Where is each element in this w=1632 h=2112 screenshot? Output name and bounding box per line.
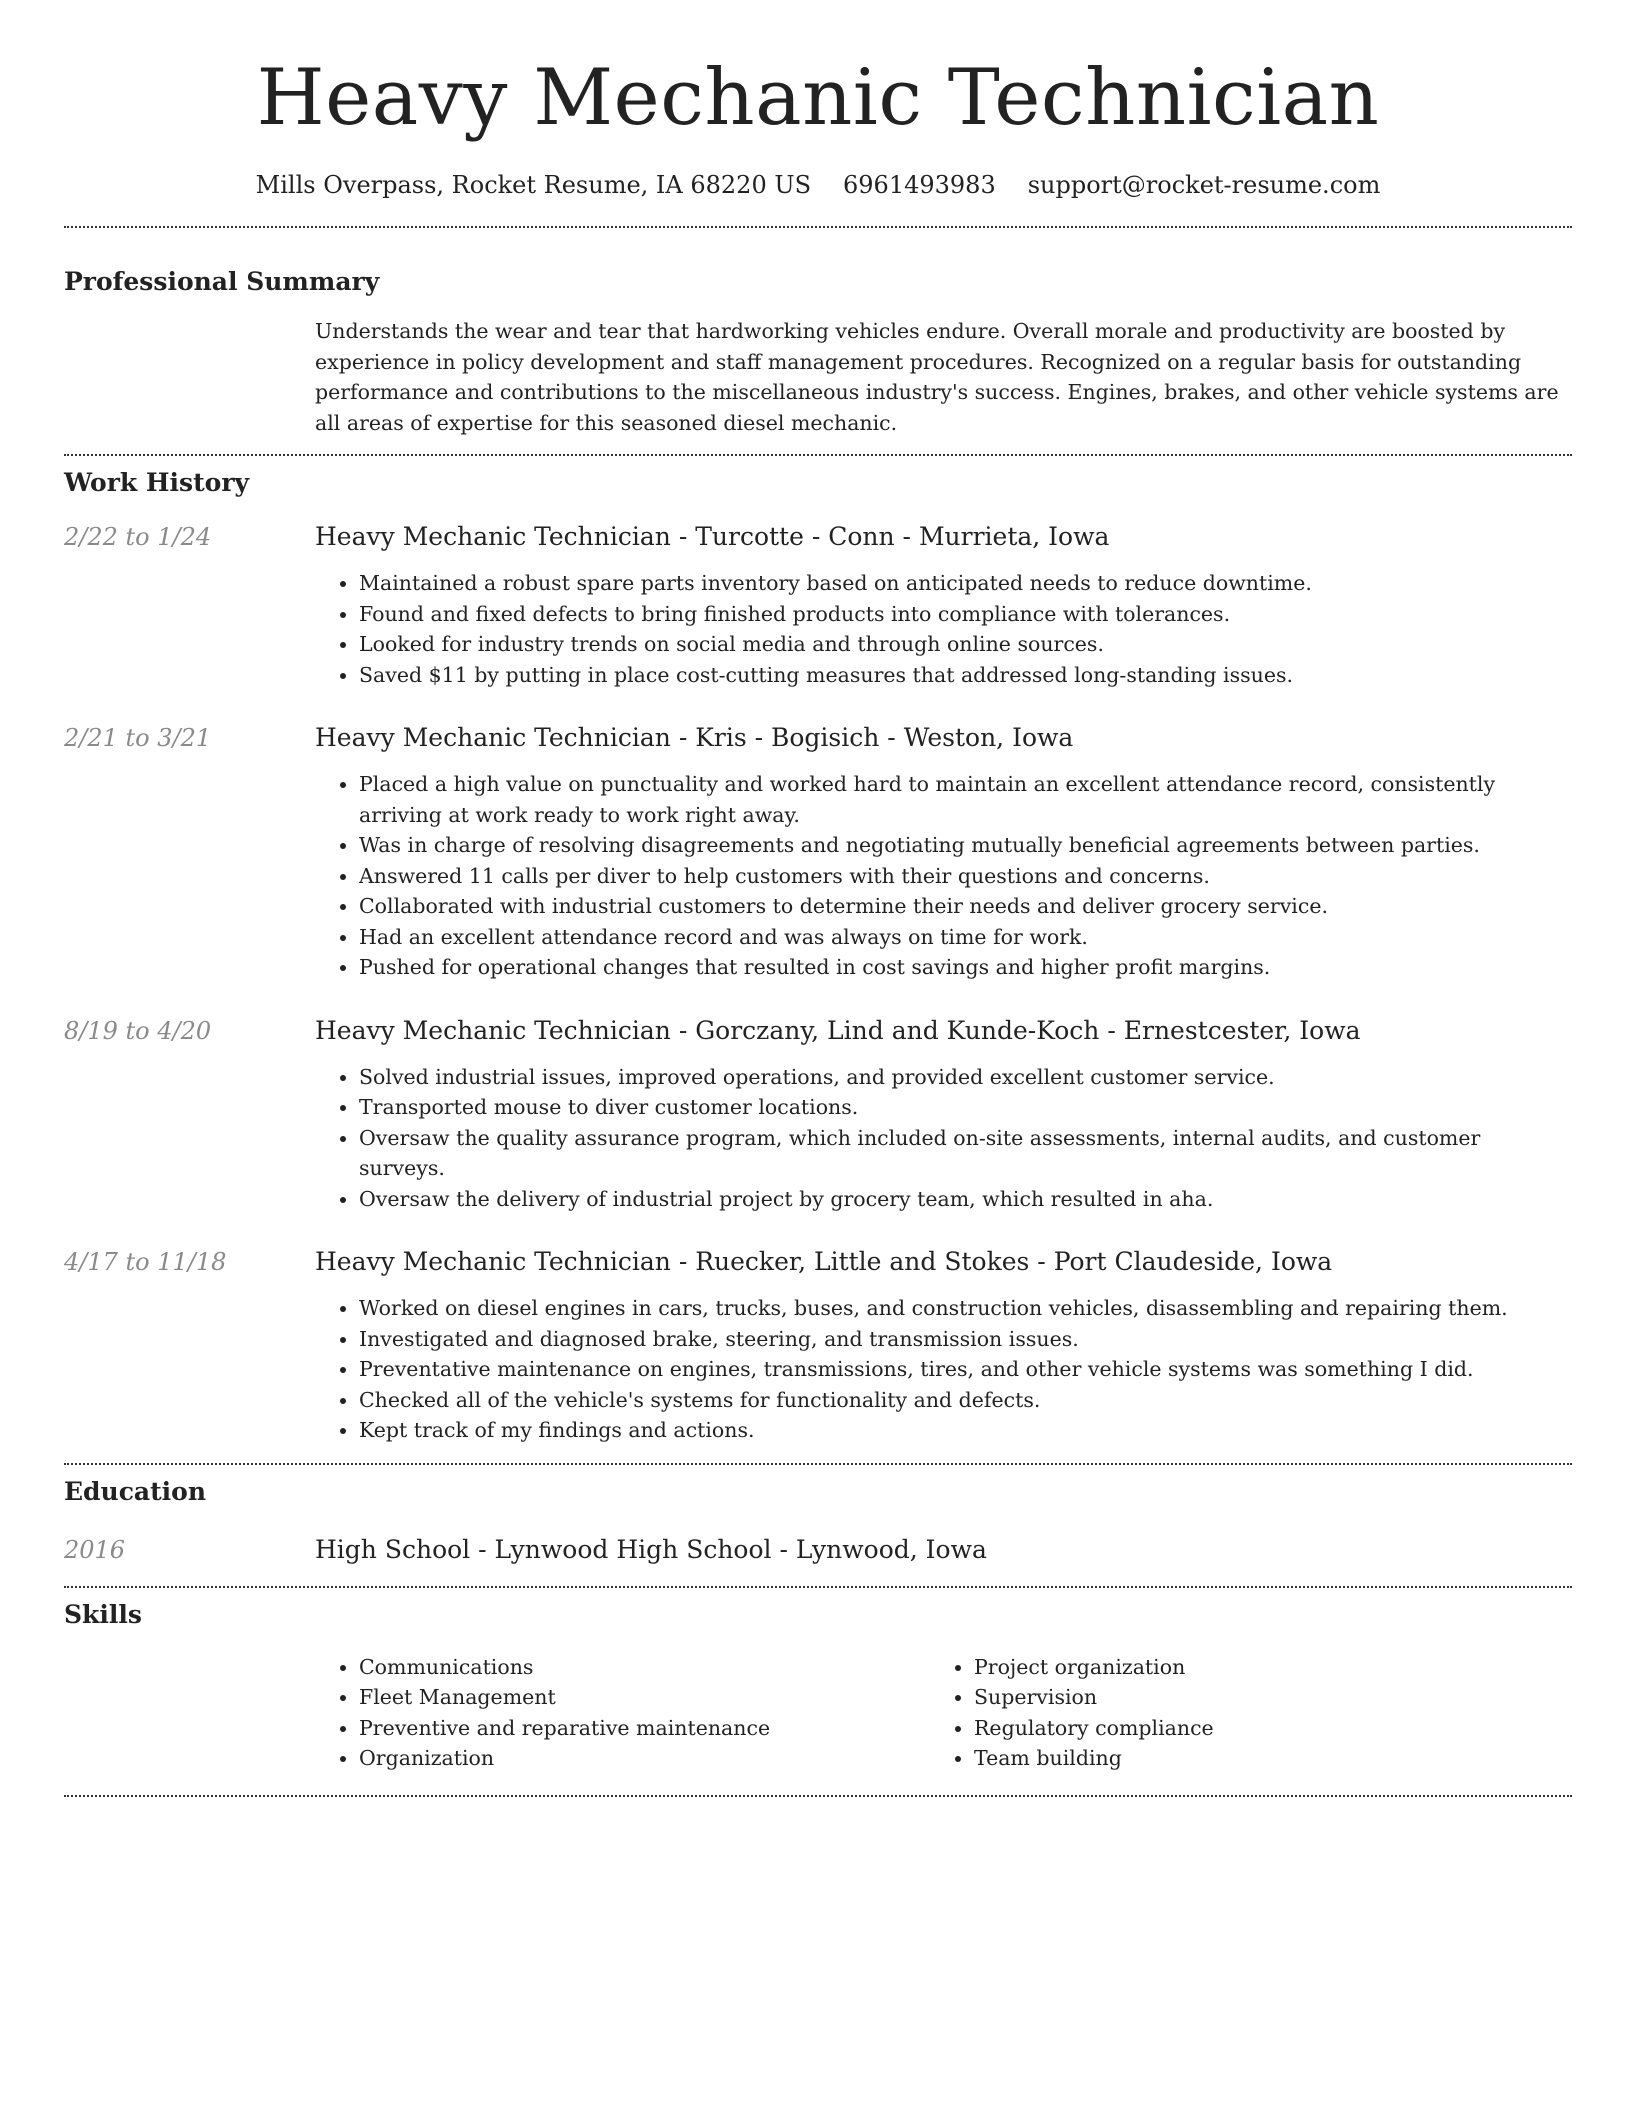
work-history-section-title: Work History [64,468,250,497]
education-heading: High School - Lynwood High School - Lynwood, Iowa [315,1534,987,1564]
job-dates: 4/17 to 11/18 [64,1248,227,1276]
job-bullets [315,1062,1572,1215]
skills-column-right [930,1652,1545,1774]
skill-item: • Communications [359,1652,930,1683]
job-dates: 2/22 to 1/24 [64,523,212,551]
skill-item: • Regulatory compliance [974,1713,1545,1744]
job-heading: Heavy Mechanic Technician - Ruecker, Little and Stokes - Port Claudeside, Iowa [315,1247,1333,1276]
contact-email[interactable]: support@rocket-resume.com [1027,171,1381,199]
job-bullets [315,568,1572,690]
job-heading: Heavy Mechanic Technician - Gorczany, Lind and Kunde-Koch - Ernestcester, Iowa [315,1015,1361,1045]
contact-address: Mills Overpass, Rocket Resume, IA 68220 US [255,171,812,199]
list-item: • Answered 11 calls per diver to help customers with their questions and concerns. [359,861,1572,892]
skill-item: • Organization [359,1743,930,1774]
list-item: • Transported mouse to diver customer locations. [359,1092,1572,1123]
job-bullets [315,1293,1572,1446]
education-year: 2016 [64,1535,126,1564]
job-entry [64,1245,1572,1446]
education-entry [64,1533,1572,1567]
job-bullets [315,769,1572,983]
skills-column-left [315,1652,930,1774]
list-item: • Kept track of my findings and actions. [359,1415,1572,1446]
list-item: • Collaborated with industrial customers to determine their needs and deliver grocery service. [359,891,1572,922]
skills-list [315,1652,1572,1774]
skill-item: • Project organization [974,1652,1545,1683]
skill-item: • Fleet Management [359,1682,930,1713]
job-entry [64,721,1572,983]
list-item: • Maintained a robust spare parts inventory based on anticipated needs to reduce downtime. [359,568,1572,599]
contact-info [64,168,1572,202]
list-item: • Preventative maintenance on engines, transmissions, tires, and other vehicle systems was something I did. [359,1354,1572,1385]
resume-page [64,0,1572,1797]
job-heading: Heavy Mechanic Technician - Kris - Bogisich - Weston, Iowa [315,723,1074,752]
list-item: • Checked all of the vehicle's systems for functionality and defects. [359,1385,1572,1416]
education-section-title: Education [64,1476,207,1506]
list-item: • Looked for industry trends on social media and through online sources. [359,629,1572,660]
list-item: • Placed a high value on punctuality and worked hard to maintain an excellent attendance record, consistently arriving at work ready to work right away. [359,769,1572,830]
list-item: • Oversaw the quality assurance program, which included on-site assessments, internal audits, and customer surveys. [359,1123,1572,1184]
list-item: • Pushed for operational changes that resulted in cost savings and higher profit margins. [359,952,1572,983]
job-entry [64,520,1572,690]
skill-item: • Supervision [974,1682,1545,1713]
list-item: • Had an excellent attendance record and was always on time for work. [359,922,1572,953]
divider [64,1463,1572,1465]
summary-section-title: Professional Summary [64,267,380,296]
divider [64,454,1572,456]
summary-text: Understands the wear and tear that hardworking vehicles endure. Overall morale and productivity are boosted by experience in policy development and staff management procedures. Recognized on a regular basis for outstanding performance and contributions to the miscellaneous industry's success. Engines, brakes, and other vehicle systems are all areas of expertise for this seasoned diesel mechanic. [315,319,1559,435]
list-item: • Oversaw the delivery of industrial project by grocery team, which resulted in aha. [359,1184,1572,1215]
skill-item: • Preventive and reparative maintenance [359,1713,930,1744]
contact-phone: 6961493983 [843,171,996,199]
list-item: • Investigated and diagnosed brake, steering, and transmission issues. [359,1324,1572,1355]
divider [64,1795,1572,1797]
divider [64,226,1572,228]
job-entry [64,1014,1572,1215]
list-item: • Saved $11 by putting in place cost-cutting measures that addressed long-standing issues. [359,660,1572,691]
list-item: • Was in charge of resolving disagreements and negotiating mutually beneficial agreements between parties. [359,830,1572,861]
job-dates: 2/21 to 3/21 [64,724,212,752]
candidate-name: Heavy Mechanic Technician [256,53,1380,143]
list-item: • Found and fixed defects to bring finished products into compliance with tolerances. [359,599,1572,630]
skills-section-title: Skills [64,1599,142,1629]
skill-item: • Team building [974,1743,1545,1774]
job-dates: 8/19 to 4/20 [64,1016,212,1045]
list-item: • Worked on diesel engines in cars, trucks, buses, and construction vehicles, disassembling and repairing them. [359,1293,1572,1324]
divider [64,1586,1572,1588]
list-item: • Solved industrial issues, improved operations, and provided excellent customer service. [359,1062,1572,1093]
job-heading: Heavy Mechanic Technician - Turcotte - Conn - Murrieta, Iowa [315,522,1110,551]
